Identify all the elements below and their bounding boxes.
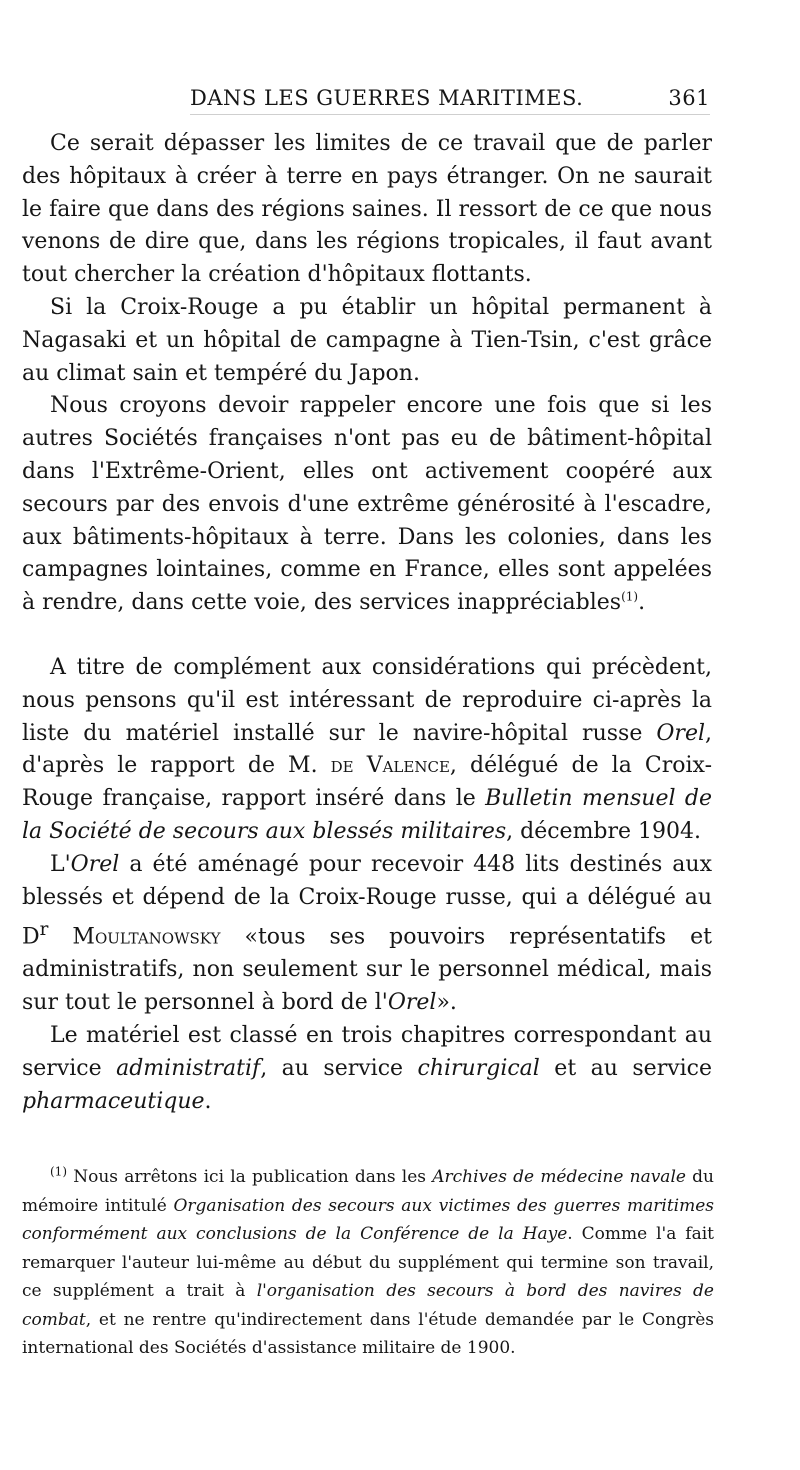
paragraph-materiel (22, 1020, 712, 1118)
text-span: , et ne rentre qu'indirectement dans l'étude demandée par le Congrès international des Sociétés d'assistance militaire de 1900. (22, 1309, 714, 1358)
text-span: du mémoire intitulé (22, 1167, 714, 1216)
text-span: . (204, 1088, 212, 1114)
paragraph-orel (22, 849, 712, 1020)
page-number: 361 (668, 86, 710, 110)
text-span: a été aménagé pour recevoir 448 lits destinés aux blessés et dépend de la Croix-Rouge russe, qui a délégué au D (22, 851, 712, 950)
memoire-title: Organisation des secours aux victimes des guerres maritimes conformément aux conclusions de la Conférence de la Haye (22, 1195, 714, 1244)
paragraph-societes-text: Nous croyons devoir rappeler encore une fois que si les autres Sociétés françaises n'ont pas eu de bâtiment-hôpital dans l'Extrême-Orient, elles ont activement coopéré aux secours par des envois d'une extrême générosité à l'escadre, aux bâtiments-hôpitaux à terre. Dans les colonies, dans les campagnes lointaines, comme en France, elles sont appelées à rendre, dans cette voie, des services inappréciables (22, 393, 712, 616)
text-span: , d'après le rapport de M. (22, 720, 712, 779)
text-span: , décembre 1904. (506, 818, 702, 844)
header-rule (190, 114, 710, 115)
text-span: A titre de complément aux considérations qui précèdent, nous pensons qu'il est intéressant de reproduire ci-après la liste du matériel installé sur le navire-hôpital russe (22, 654, 712, 746)
supplement-title: l'organisation des secours à bord des navires de combat (22, 1281, 714, 1330)
paragraph-hospitals: Ce serait dépasser les limites de ce travail que de parler des hôpitaux à créer à terre en pays étranger. On ne saurait le faire que dans des régions saines. Il ressort de ce que nous venons de dire que, dans les régions tropicales, il faut avant tout chercher la création d'hôpitaux flottants. (22, 131, 712, 288)
service-chirurgical: chirurgical (417, 1055, 540, 1081)
journal-title: Bulletin mensuel de la Société de secours aux blessés militaires (22, 786, 712, 844)
paragraph-complement (22, 652, 712, 849)
text-span: , délégué de la Croix-Rouge française, rapport inséré dans le (22, 753, 712, 812)
ship-name: Orel (387, 990, 437, 1016)
ship-name: Orel (656, 720, 705, 746)
footnote-1 (22, 1163, 714, 1363)
footnote-reference: (1) (621, 589, 639, 604)
footnote-marker: (1) (50, 1164, 67, 1179)
text-span: Nous arrêtons ici la publication dans les (67, 1167, 433, 1187)
footnotes (22, 1163, 714, 1363)
ship-name: Orel (70, 851, 120, 877)
text-span: L' (50, 851, 71, 877)
archives-title: Archives de médecine navale (432, 1167, 686, 1187)
person-name: Moultanowsky (48, 924, 221, 950)
text-span: Le matériel est classé en trois chapitres correspondant au service (22, 1023, 712, 1081)
paragraph-societes-end: . (638, 590, 646, 616)
paragraph-societes (22, 390, 712, 620)
text-span: «tous ses pouvoirs représentatifs et administratifs, non seulement sur le personnel médical, mais sur tout le personnel à bord de l' (22, 924, 712, 1016)
service-pharmaceutique: pharmaceutique (22, 1088, 205, 1114)
person-name: de Valence (330, 753, 450, 779)
text-span: , au service (260, 1055, 418, 1081)
service-administratif: administratif (116, 1055, 261, 1081)
running-title: DANS LES GUERRES MARITIMES. (190, 86, 584, 110)
text-span: et au service (539, 1055, 713, 1081)
text-span: ». (436, 990, 457, 1016)
main-text (22, 128, 712, 1118)
text-span: . Comme l'a fait remarquer l'auteur lui-même au début du supplément qui termine son travail, ce supplément a trait à (22, 1224, 715, 1301)
paragraph-croix-rouge: Si la Croix-Rouge a pu établir un hôpital permanent à Nagasaki et un hôpital de campagne à Tien-Tsin, c'est grâce au climat sain et tempéré du Japon. (22, 294, 712, 386)
doctor-abbrev-sup: r (39, 919, 49, 941)
